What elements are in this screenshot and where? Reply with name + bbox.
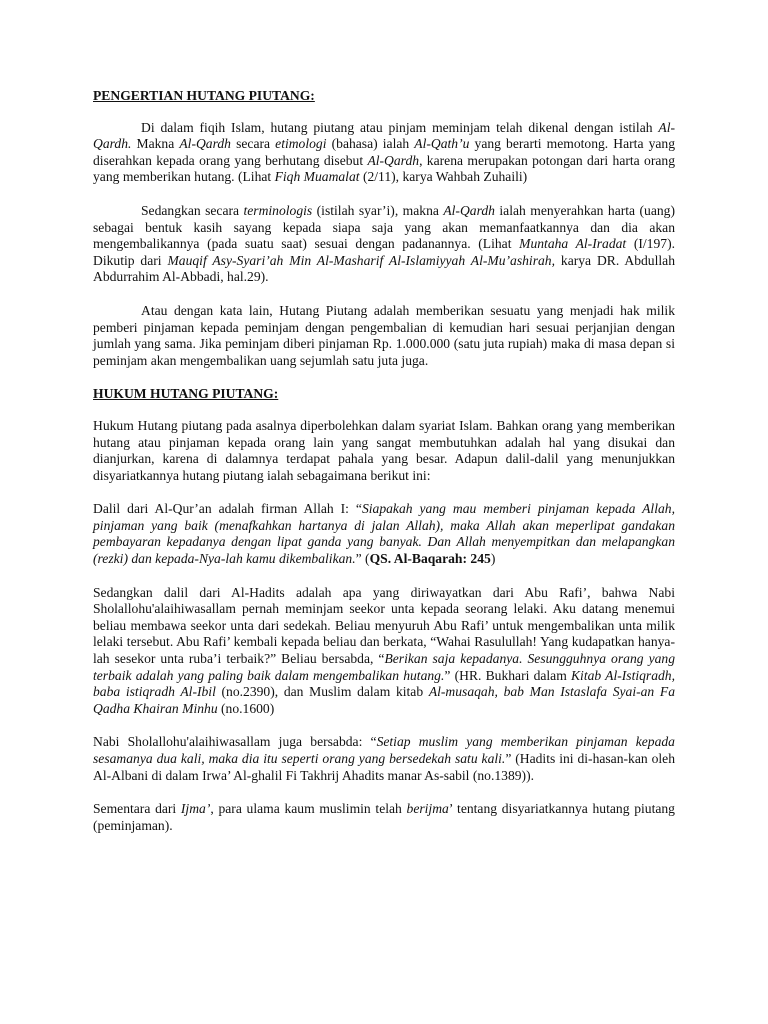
paragraph-dalil-quran: Dalil dari Al-Qur’an adalah firman Allah I: “Siapakah yang mau memberi pinjaman kepada Allah, pinjaman yang baik (menafkahkan hartanya di jalan Allah), maka Allah akan meperlipat gandakan pembayaran kepadanya dengan lipat ganda yang banyak. Dan Allah menyempitkan dan melapangkan (rezki) dan kepada-Nya-lah kamu dikembalikan.” (QS. Al-Baqarah: 245) [93,501,675,567]
section-heading-pengertian: PENGERTIAN HUTANG PIUTANG: [93,88,315,103]
document-page [93,88,675,851]
paragraph-hukum-intro: Hukum Hutang piutang pada asalnya diperbolehkan dalam syariat Islam. Bahkan orang yang memberikan hutang atau pinjaman kepada orang lain yang sangat membutuhkan adalah hal yang disukai dan dianjurkan, karena di dalamnya terdapat pahala yang besar. Adapun dalil-dalil yang menunjukkan disyariatkannya hutang piutang ialah sebagaimana berikut ini: [93,417,675,483]
paragraph-definition-etimologi: Di dalam fiqih Islam, hutang piutang atau pinjam meminjam telah dikenal dengan istilah Al-Qardh. Makna Al-Qardh secara etimologi (bahasa) ialah Al-Qath’u yang berarti memotong. Harta yang diserahkan kepada orang yang berhutang disebut Al-Qardh, karena merupakan potongan dari harta orang yang memberikan hutang. (Lihat Fiqh Muamalat (2/11), karya Wahbah Zuhaili) [93,119,676,185]
paragraph-summary: Atau dengan kata lain, Hutang Piutang adalah memberikan sesuatu yang menjadi hak milik pemberi pinjaman kepada peminjam dengan pengembalian di kemudian hari sesuai perjanjian dengan jumlah yang sama. Jika peminjam diberi pinjaman Rp. 1.000.000 (satu juta rupiah) maka di masa depan si peminjam akan mengembalikan uang sejumlah satu juta juga. [93,302,675,368]
paragraph-definition-terminologi: Sedangkan secara terminologis (istilah syar’i), makna Al-Qardh ialah menyerahkan harta (uang) sebagai bentuk kasih sayang kepada siapa saja yang akan memanfaatkannya dan dia akan mengembalikannya (pada suatu saat) sesuai dengan padanannya. (Lihat Muntaha Al-Iradat (I/197). Dikutip dari Mauqif Asy-Syari’ah Min Al-Masharif Al-Islamiyyah Al-Mu’ashirah, karya DR. Abdullah Abdurrahim Al-Abbadi, hal.29). [93,202,675,285]
paragraph-dalil-hadits: Sedangkan dalil dari Al-Hadits adalah apa yang diriwayatkan dari Abu Rafi’, bahwa Nabi Sholallohu'alaihiwasallam pernah meminjam seekor unta kepada seorang lelaki. Aku datang menemui beliau membawa seekor unta dari sedekah. Beliau menyuruh Abu Rafi’ untuk mengembalikan unta milik lelaki tersebut. Abu Rafi’ kembali kepada beliau dan berkata, “Wahai Rasulullah! Yang kudapatkan hanya-lah sesekor unta ruba’i terbaik?” Beliau bersabda, “Berikan saja kepadanya. Sesungguhnya orang yang terbaik adalah yang paling baik dalam mengembalikan hutang.” (HR. Bukhari dalam Kitab Al-Istiqradh, baba istiqradh Al-Ibil (no.2390), dan Muslim dalam kitab Al-musaqah, bab Man Istaslafa Syai-an Fa Qadha Khairan Minhu (no.1600) [93,584,675,716]
paragraph-ijma: Sementara dari Ijma’, para ulama kaum muslimin telah berijma’ tentang disyariatkannya hutang piutang (peminjaman). [93,801,675,833]
paragraph-hadits-sedekah: Nabi Sholallohu'alaihiwasallam juga bersabda: “Setiap muslim yang memberikan pinjaman kepada sesamanya dua kali, maka dia itu seperti orang yang bersedekah satu kali.” (Hadits ini di-hasan-kan oleh Al-Albani di dalam Irwa’ Al-ghalil Fi Takhrij Ahadits manar As-sabil (no.1389)). [93,734,675,783]
section-heading-hukum: HUKUM HUTANG PIUTANG: [93,386,279,402]
